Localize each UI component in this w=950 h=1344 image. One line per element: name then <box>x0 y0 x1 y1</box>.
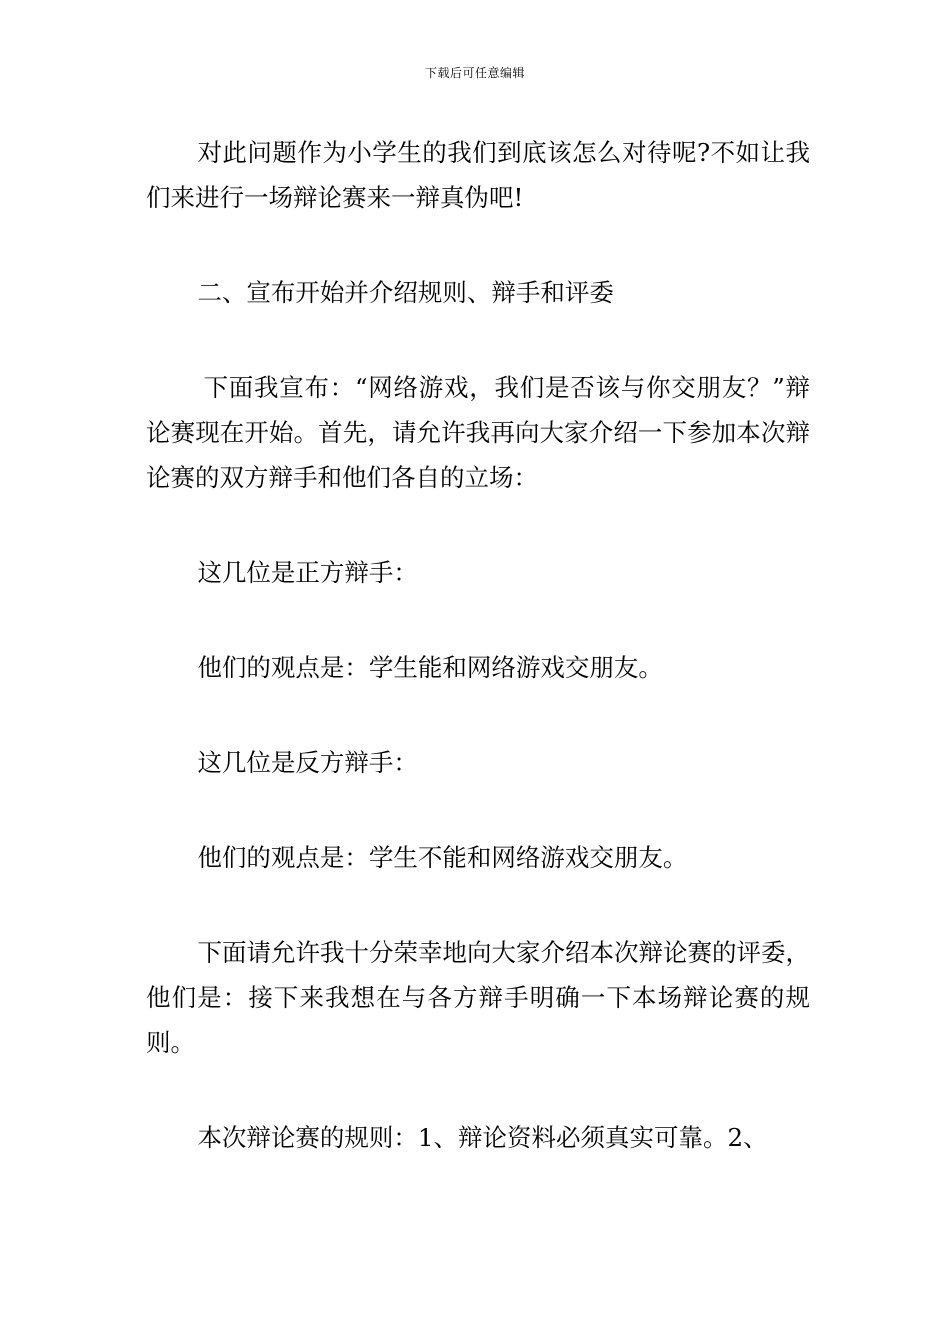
document-body <box>146 130 810 1160</box>
paragraph-affirmative-view: 他们的观点是：学生能和网络游戏交朋友。 <box>197 653 663 682</box>
paragraph-negative-view: 他们的观点是：学生不能和网络游戏交朋友。 <box>197 843 688 872</box>
paragraph-intro-question: 对此问题作为小学生的我们到底该怎么对待呢?不如让我们来进行一场辩论赛来一辩真伪吧! <box>146 138 810 212</box>
paragraph-negative-team: 这几位是反方辩手： <box>197 748 418 777</box>
paragraph-judges: 下面请允许我十分荣幸地向大家介绍本次辩论赛的评委，他们是：接下来我想在与各方辩手明确一下本场辩论赛的规则。 <box>146 938 810 1057</box>
paragraph-rules: 本次辩论赛的规则：1、辩论资料必须真实可靠。2、 <box>197 1123 768 1152</box>
page-header: 下载后可任意编辑 <box>424 66 525 80</box>
paragraph-affirmative-team: 这几位是正方辩手： <box>197 558 418 587</box>
section-heading-2: 二、宣布开始并介绍规则、辩手和评委 <box>197 278 614 307</box>
paragraph-announcement: 下面我宣布：“网络游戏，我们是否该与你交朋友？”辩论赛现在开始。首先，请允许我再向大家介绍一下参加本次辩论赛的双方辩手和他们各自的立场： <box>146 373 810 492</box>
